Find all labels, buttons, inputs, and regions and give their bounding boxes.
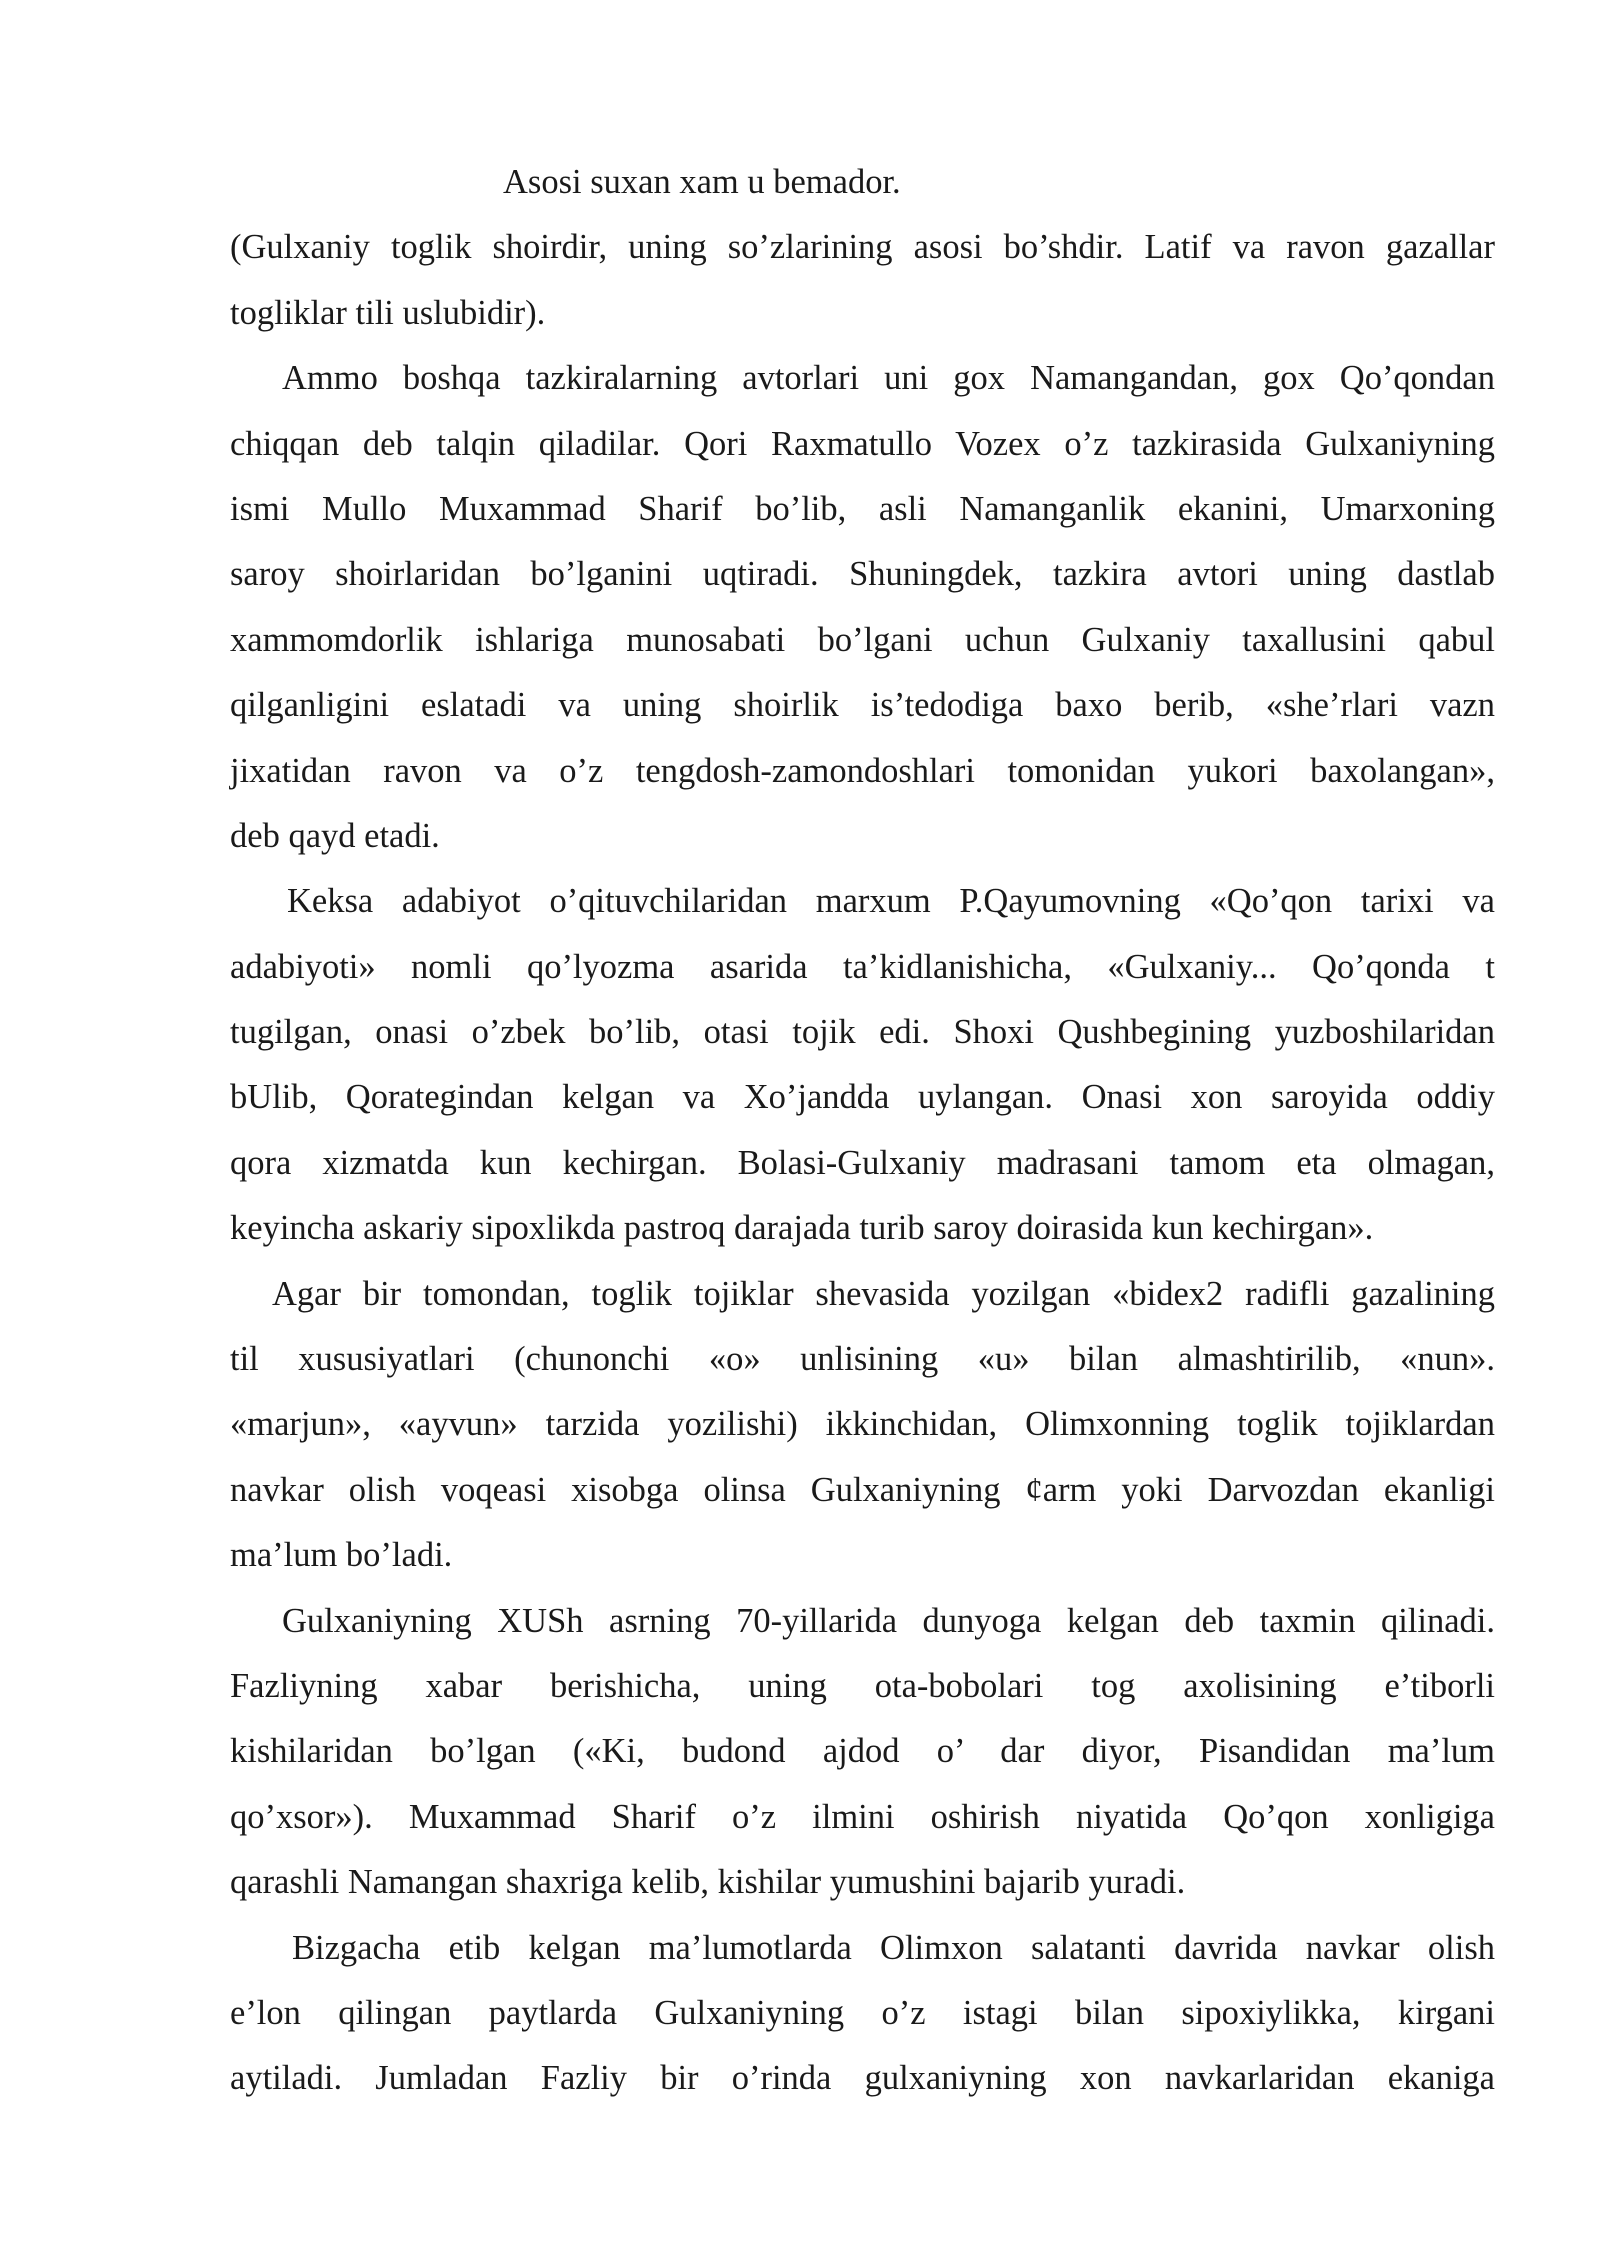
text-line: Fazliyning xabar berishicha, uning ota-bobolari tog axolisining e’tiborli [230,1666,1495,1705]
text-line: kishilaridan bo’lgan («Ki, budond ajdod o’ dar diyor, Pisandidan ma’lum [230,1732,1495,1771]
text-line: keyincha askariy sipoxlikda pastroq darajada turib saroy doirasida kun kechirgan». [230,1209,1374,1248]
text-line: togliklar tili uslubidir). [230,293,546,332]
document-body [230,215,1495,2111]
text-line: tugilgan, onasi o’zbek bo’lib, otasi tojik edi. Shoxi Qushbegining yuzboshilaridan [230,1013,1495,1052]
text-line: ismi Mullo Muxammad Sharif bo’lib, asli Namanganlik ekanini, Umarxoning [230,489,1495,528]
text-line: (Gulxaniy toglik shoirdir, uning so’zlarining asosi bo’shdir. Latif va ravon gazallar [230,228,1495,267]
text-line: Keksa adabiyot o’qituvchilaridan marxum P.Qayumovning «Qo’qon tarixi va [287,882,1495,921]
text-line: aytiladi. Jumladan Fazliy bir o’rinda gulxaniyning xon navkarlaridan ekaniga [230,2059,1495,2098]
document-page [230,150,1495,2112]
text-line: «marjun», «ayvun» tarzida yozilishi) ikkinchidan, Olimxonning toglik tojiklardan [230,1405,1495,1444]
text-line: Bizgacha etib kelgan ma’lumotlarda Olimxon salatanti davrida navkar olish [292,1928,1495,1967]
text-line: qo’xsor»). Muxammad Sharif o’z ilmini oshirish niyatida Qo’qon xonligiga [230,1797,1495,1836]
verse-line: Asosi suxan xam u bemador. [503,163,901,201]
text-line: Ammo boshqa tazkiralarning avtorlari uni gox Namangandan, gox Qo’qondan [282,359,1495,398]
text-line: Gulxaniyning XUSh asrning 70-yillarida dunyoga kelgan deb taxmin qilinadi. [282,1601,1495,1640]
text-line: Agar bir tomondan, toglik tojiklar shevasida yozilgan «bidex2 radifli gazalining [272,1274,1495,1313]
text-line: deb qayd etadi. [230,816,440,855]
text-line: qora xizmatda kun kechirgan. Bolasi-Gulxaniy madrasani tamom eta olmagan, [230,1143,1495,1182]
text-line: bUlib, Qorategindan kelgan va Xo’jandda uylangan. Onasi xon saroyida oddiy [230,1078,1495,1117]
text-line: ma’lum bo’ladi. [230,1536,453,1575]
text-line: e’lon qilingan paytlarda Gulxaniyning o’z istagi bilan sipoxiylikka, kirgani [230,1993,1495,2032]
text-line: adabiyoti» nomli qo’lyozma asarida ta’kidlanishicha, «Gulxaniy... Qo’qonda t [230,947,1495,986]
text-line: qarashli Namangan shaxriga kelib, kishilar yumushini bajarib yuradi. [230,1863,1186,1902]
text-line: xammomdorlik ishlariga munosabati bo’lgani uchun Gulxaniy taxallusini qabul [230,620,1495,659]
text-line: til xususiyatlari (chunonchi «o» unlisining «u» bilan almashtirilib, «nun». [230,1340,1495,1379]
text-line: chiqqan deb talqin qiladilar. Qori Raxmatullo Vozex o’z tazkirasida Gulxaniyning [230,424,1495,463]
text-line: saroy shoirlaridan bo’lganini uqtiradi. Shuningdek, tazkira avtori uning dastlab [230,555,1495,594]
text-line: qilganligini eslatadi va uning shoirlik is’tedodiga baxo berib, «she’rlari vazn [230,686,1495,725]
text-line: jixatidan ravon va o’z tengdosh-zamondoshlari tomonidan yukori baxolangan», [230,751,1495,790]
text-line: navkar olish voqeasi xisobga olinsa Gulxaniyning ¢arm yoki Darvozdan ekanligi [230,1470,1495,1509]
